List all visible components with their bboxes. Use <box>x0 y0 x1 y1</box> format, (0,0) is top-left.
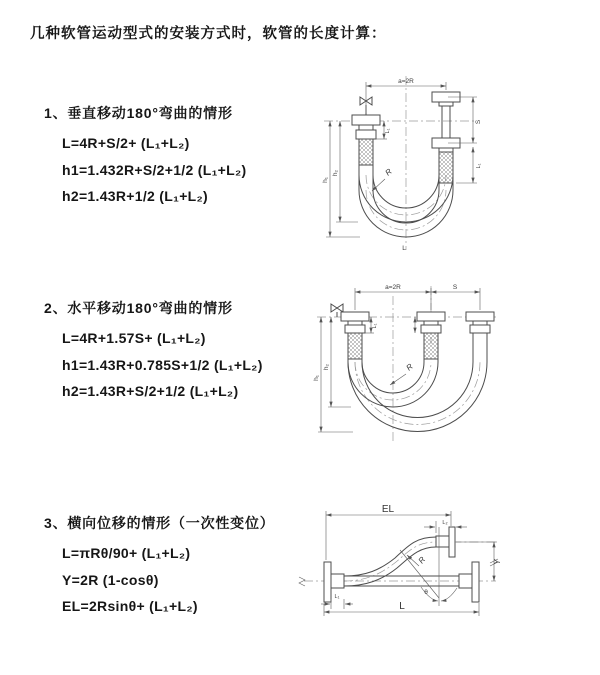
dim-s-label: S <box>452 284 458 291</box>
left-fitting <box>352 115 380 165</box>
dim-width-label: a=2R <box>385 284 401 291</box>
formula-el: EL=2Rsinθ+ (L₁+L₂) <box>62 598 198 614</box>
diagram-horizontal-180-bend <box>303 282 600 460</box>
dim-radius-label: R <box>416 555 428 566</box>
hose-u-bends <box>348 333 487 432</box>
section-vertical-movement <box>44 103 324 210</box>
dim-h2-label: h₂ <box>332 169 339 177</box>
dim-s-label: S <box>475 119 482 125</box>
dim-width-label: a=2R <box>398 78 414 85</box>
dim-h1-label: h₁ <box>313 375 320 381</box>
dim-radius-label: R <box>383 166 394 178</box>
dim-el-label: EL <box>381 504 395 515</box>
braided-hose-section <box>348 333 362 359</box>
braided-hose-section <box>439 152 453 183</box>
formula-h2-2: h2=1.43R+S/2+1/2 (L₁+L₂) <box>62 383 239 399</box>
dim-length-label: L <box>399 601 405 612</box>
pipe-break-symbol <box>299 577 305 586</box>
formula-length-3: L=πRθ/90+ (L₁+L₂) <box>62 545 191 561</box>
right-fitting <box>466 312 494 333</box>
braided-hose-section <box>424 333 438 359</box>
dim-l1-label: L₁ <box>334 594 340 600</box>
dim-h2-label: h₂ <box>323 363 330 371</box>
formula-length-1: L=4R+S/2+ (L₁+L₂) <box>62 135 190 151</box>
dim-l2-label: L₂ <box>442 520 448 526</box>
section-horizontal-movement <box>44 298 324 405</box>
section-1-heading: 1、垂直移动180°弯曲的情形 <box>44 105 233 121</box>
section-3-heading: 3、横向位移的情形（一次性变位） <box>44 515 275 531</box>
dim-angle-label: θ <box>424 589 428 596</box>
right-fitting <box>432 92 460 183</box>
formula-y-offset: Y=2R (1-cosθ) <box>62 571 159 588</box>
braided-hose-section <box>359 139 373 165</box>
formula-length-2: L=4R+1.57S+ (L₁+L₂) <box>62 330 206 346</box>
dim-l1-right-label: L₁ <box>476 163 482 169</box>
dimensions <box>322 78 482 252</box>
section-2-heading: 2、水平移动180°弯曲的情形 <box>44 300 233 316</box>
dim-radius-label: R <box>404 361 415 373</box>
dim-length-label: L <box>402 245 406 252</box>
formula-h1-2: h1=1.43R+0.785S+1/2 (L₁+L₂) <box>62 356 263 373</box>
section-lateral-displacement <box>44 513 324 620</box>
middle-fitting <box>417 312 445 359</box>
dim-h1-label: h₁ <box>322 177 329 183</box>
dim-l1-left-label: L₁ <box>385 128 391 134</box>
diagram-lateral-displacement <box>296 500 600 640</box>
left-fitting <box>341 312 369 359</box>
dim-l1-label: L₁ <box>372 323 378 329</box>
diagram-vertical-180-bend <box>308 70 598 258</box>
formula-h2-1: h2=1.43R+1/2 (L₁+L₂) <box>62 188 209 204</box>
formula-h1-1: h1=1.432R+S/2+1/2 (L₁+L₂) <box>62 161 247 178</box>
bottom-right-flange <box>459 562 479 602</box>
dimensions <box>313 284 480 432</box>
page-title: 几种软管运动型式的安装方式时，软管的长度计算： <box>30 26 387 42</box>
dim-y-label: Y <box>493 559 502 565</box>
